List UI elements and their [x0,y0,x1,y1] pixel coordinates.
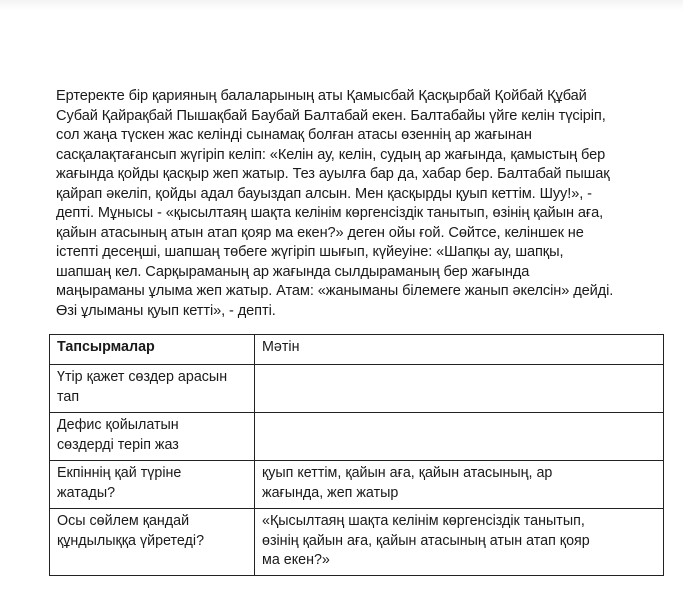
paragraph-line: шапшаң кел. Сарқыраманың ар жағында сылдыраманың бер жағында [56,263,530,280]
tasks-table [49,334,664,576]
paragraph-line: қайын атасының атын атап қояр ма екен?» деген ойы ғой. Сөйтсе, келіншек не [56,224,584,241]
paragraph-line: Субай Қайрақбай Пышақбай Баубай Балтабай екен. Балтабайы үйге келін түсіріп, [56,107,606,124]
table-row [50,413,664,461]
task-cell [50,413,255,461]
paragraph-line: істепті десеңші, шапшаң төбеге жүгіріп шығып, күйеуіне: «Шапқы ау, шапқы, [56,244,564,260]
task-line: Үтір қажет сөздер арасын [57,369,228,385]
task-cell [50,509,255,576]
paragraph-line: депті. Мұнысы - «қысылтаяң шақта келінім көргенсіздік танытып, өзінің қайын аға, [56,205,604,221]
task-line: сөздерді теріп жаз [57,436,179,453]
task-line: Осы сөйлем қандай [57,513,190,529]
header-text: Мәтін [255,335,664,365]
task-line: Екпіннің қай түріне [57,465,182,481]
task-line: құндылыққа үйретеді? [57,532,205,549]
text-cell [255,509,664,576]
paragraph-line: Ертеректе бір қарияның балаларының аты Қамысбай Қасқырбай Қойбай Құбай [56,88,587,104]
task-line: тап [57,388,80,405]
task-cell [50,461,255,509]
table-row [50,509,664,576]
document-page [56,87,676,576]
paragraph-line: маңыраманы ұлыма жеп жатыр. Атам: «жаныманы білемеге жанып әкелсін» дейді. [56,283,614,299]
page-top-edge [0,0,683,10]
story-paragraph [56,87,676,321]
text-line: өзінің қайын аға, қайын атасының атын атап қояр [262,532,590,549]
paragraph-line: жағында қойды қасқыр жеп жатыр. Тез ауылға бар да, хабар бер. Балтабай пышақ [56,166,610,182]
paragraph-line: Өзі ұлыманы қуып кетті», - депті. [56,302,276,319]
text-line: жағында, жеп жатыр [262,484,399,501]
task-line: жатады? [57,484,116,501]
table-row [50,365,664,413]
text-line: ма екен?» [262,552,330,568]
text-line: қуып кеттім, қайын аға, қайын атасының, ар [262,465,553,481]
task-line: Дефис қойылатын [57,417,179,433]
paragraph-line: сол жаңа түскен жас келінді сынамақ болған атасы өзеннің ар жағынан [56,127,532,143]
table-row [50,461,664,509]
text-cell [255,461,664,509]
text-line: «Қысылтаяң шақта келінім көргенсіздік танытып, [262,513,585,529]
task-cell [50,365,255,413]
text-cell [255,365,664,413]
text-cell [255,413,664,461]
paragraph-line: қайрап әкеліп, қойды адал бауыздап алсын. Мен қасқырды қуып кеттім. Шуу!», - [56,185,592,202]
table-header-row [50,335,664,365]
paragraph-line: сасқалақтағансып жүгіріп келіп: «Келін ау, келін, судың ар жағында, қамыстың бер [56,146,606,163]
header-tasks: Тапсырмалар [50,335,255,365]
